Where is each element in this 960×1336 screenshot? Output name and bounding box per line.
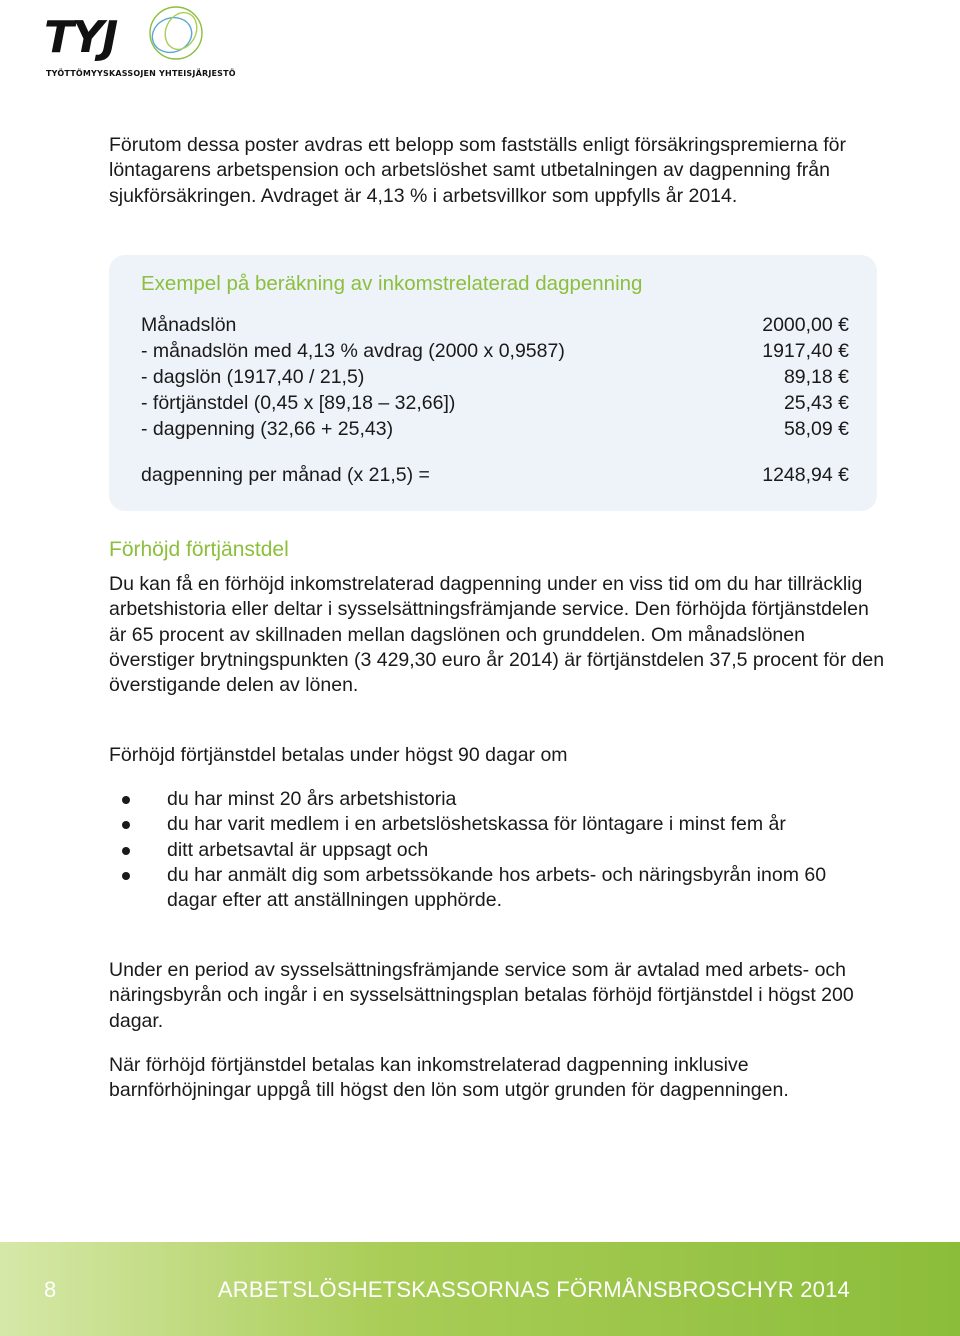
list-item-text: ditt arbetsavtal är uppsagt och bbox=[167, 838, 429, 861]
calc-value: 58,09 € bbox=[783, 418, 849, 440]
example-box bbox=[109, 255, 877, 511]
forhojd-paragraph: Du kan få en förhöjd inkomstrelaterad dagpenning under en viss tid om du har tillräcklig arbetshistoria eller deltar i sysselsättningsfrämjande service. Den förhöjda förtjänstdelen är 65 procent av skillnaden mellan dagslönen och grunddelen. Om månadslönen överstiger brytningspunkten (3 429,30 euro år 2014) är förtjänstdelen 37,5 procent för den överstigande delen av lönen. bbox=[109, 573, 885, 697]
bullet-icon bbox=[122, 821, 130, 829]
conditions-list bbox=[109, 787, 869, 913]
calc-row bbox=[141, 338, 849, 364]
logo-rings-icon bbox=[136, 4, 216, 66]
section-heading: Förhöjd förtjänstdel bbox=[109, 538, 289, 561]
tyj-logo bbox=[44, 4, 236, 80]
calc-label: - dagslön (1917,40 / 21,5) bbox=[141, 366, 365, 388]
footer-bar bbox=[0, 1242, 960, 1336]
calc-value: 1917,40 € bbox=[762, 340, 849, 362]
bullet-icon bbox=[122, 847, 130, 855]
list-item-text: du har varit medlem i en arbetslöshetskassa för löntagare i minst fem år bbox=[167, 813, 786, 836]
list-item bbox=[109, 863, 869, 914]
calc-label: Månadslön bbox=[141, 314, 237, 336]
list-item bbox=[109, 812, 869, 837]
list-item-text: du har anmält dig som arbetssökande hos arbets- och näringsbyrån inom 60 dagar efter att anställningen upphörde. bbox=[167, 863, 827, 912]
list-item bbox=[109, 838, 869, 863]
bullet-icon bbox=[122, 796, 130, 804]
calc-row bbox=[141, 312, 849, 338]
calc-row bbox=[141, 364, 849, 390]
calc-row bbox=[141, 416, 849, 442]
calc-total-label: dagpenning per månad (x 21,5) = bbox=[141, 464, 430, 486]
list-item bbox=[109, 787, 869, 812]
intro-paragraph: Förutom dessa poster avdras ett belopp som fastställs enligt försäkringspremierna för löntagarens arbetspension och arbetslöshet samt utbetalningen av dagpenning från sjukförsäkringen. Avdraget är 4,13 % i arbetsvillkor som uppfylls år 2014. bbox=[109, 134, 847, 207]
conditions-intro: Förhöjd förtjänstdel betalas under högst 90 dagar om bbox=[109, 744, 568, 766]
calc-label: - dagpenning (32,66 + 25,43) bbox=[141, 418, 394, 440]
calc-total-row bbox=[141, 462, 849, 488]
calc-value: 89,18 € bbox=[783, 366, 849, 388]
bullet-icon bbox=[122, 872, 130, 880]
logo-subtitle: TYÖTTÖMYYSKASSOJEN YHTEISJÄRJESTÖ bbox=[46, 69, 236, 78]
calc-total-value: 1248,94 € bbox=[762, 464, 849, 486]
list-item-text: du har minst 20 års arbetshistoria bbox=[167, 788, 457, 810]
calc-value: 25,43 € bbox=[783, 392, 849, 414]
calc-row bbox=[141, 390, 849, 416]
page-number: 8 bbox=[44, 1277, 57, 1302]
logo-wordmark: TYJ bbox=[44, 12, 117, 63]
calc-value: 2000,00 € bbox=[762, 314, 849, 336]
limit-paragraph: När förhöjd förtjänstdel betalas kan inkomstrelaterad dagpenning inklusive barnförhöjningar uppgå till högst den lön som utgör grunden för dagpenningen. bbox=[109, 1054, 789, 1102]
example-title: Exempel på beräkning av inkomstrelaterad dagpenning bbox=[141, 272, 643, 295]
footer-title: ARBETSLÖSHETSKASSORNAS FÖRMÅNSBROSCHYR 2014 bbox=[217, 1277, 850, 1302]
calc-label: - förtjänstdel (0,45 x [89,18 – 32,66]) bbox=[141, 392, 456, 414]
calc-label: - månadslön med 4,13 % avdrag (2000 x 0,9587) bbox=[141, 340, 565, 362]
period-paragraph: Under en period av sysselsättningsfrämjande service som är avtalad med arbets- och näringsbyrån och ingår i en sysselsättningsplan betalas förhöjd förtjänstdel i högst 200 dagar. bbox=[109, 959, 854, 1032]
